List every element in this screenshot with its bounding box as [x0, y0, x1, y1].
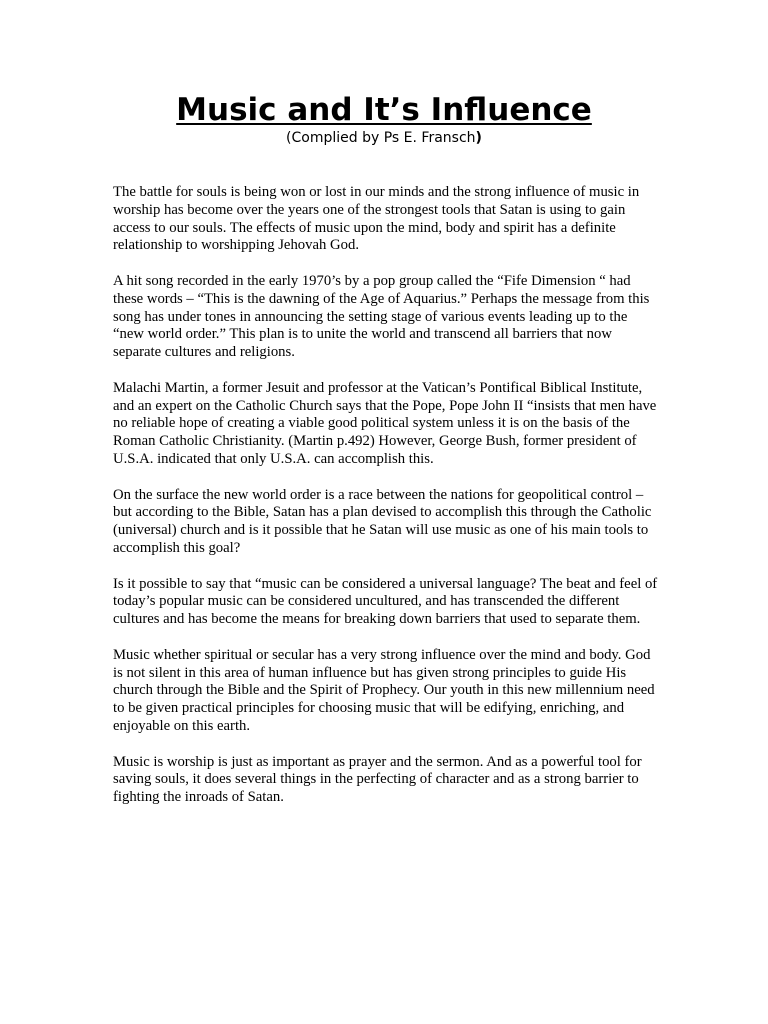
paragraph-1: The battle for souls is being won or lost in our minds and the strong influence of music in worship has become over the years one of the strongest tools that Satan is using to gain access to our souls. The effects of music upon the mind, body and spirit has a definite relationship to worshipping Jehovah God. — [113, 184, 640, 254]
document-body — [113, 184, 661, 825]
paragraph-3: Malachi Martin, a former Jesuit and professor at the Vatican’s Pontifical Biblical Institute, and an expert on the Catholic Church says that the Pope, Pope John II “insists that men have no reliable hope of creating a viable good political system unless it is on the basis of the Roman Catholic Christianity. (Martin p.492) However, George Bush, former president of U.S.A. indicated that only U.S.A. can accomplish this. — [113, 379, 657, 467]
paragraph-6: Music whether spiritual or secular has a very strong influence over the mind and body. God is not silent in this area of human influence but has given strong principles to guide His church through the Bible and the Spirit of Prophecy. Our youth in this new millennium need to be given practical principles for choosing music that will be edifying, enriching, and enjoyable on this earth. — [113, 646, 655, 734]
subtitle-close-paren: ) — [475, 130, 482, 146]
subtitle-text: (Complied by Ps E. Fransch — [286, 130, 476, 146]
paragraph-5: Is it possible to say that “music can be considered a universal language? The beat and feel of today’s popular music can be considered uncultured, and has transcended the different cultures and has become the means for breaking down barriers that used to separate them. — [113, 575, 658, 628]
paragraph-7: Music is worship is just as important as prayer and the sermon. And as a powerful tool for saving souls, it does several things in the perfecting of character and as a strong barrier to fighting the inroads of Satan. — [113, 753, 642, 806]
paragraph-2: A hit song recorded in the early 1970’s by a pop group called the “Fife Dimension “ had these words – “This is the dawning of the Age of Aquarius.” Perhaps the message from this song has under tones in announcing the setting stage of various events leading up to the “new world order.” This plan is to unite the world and transcend all barriers that now separate cultures and religions. — [113, 272, 650, 361]
document-subtitle — [0, 129, 768, 147]
paragraph-4: On the surface the new world order is a race between the nations for geopolitical control – but according to the Bible, Satan has a plan devised to accomplish this through the Catholic (universal) church and is it possible that he Satan will use music as one of his main tools to accomplish this goal? — [113, 486, 652, 556]
document-title: Music and It’s Influence — [176, 92, 592, 128]
